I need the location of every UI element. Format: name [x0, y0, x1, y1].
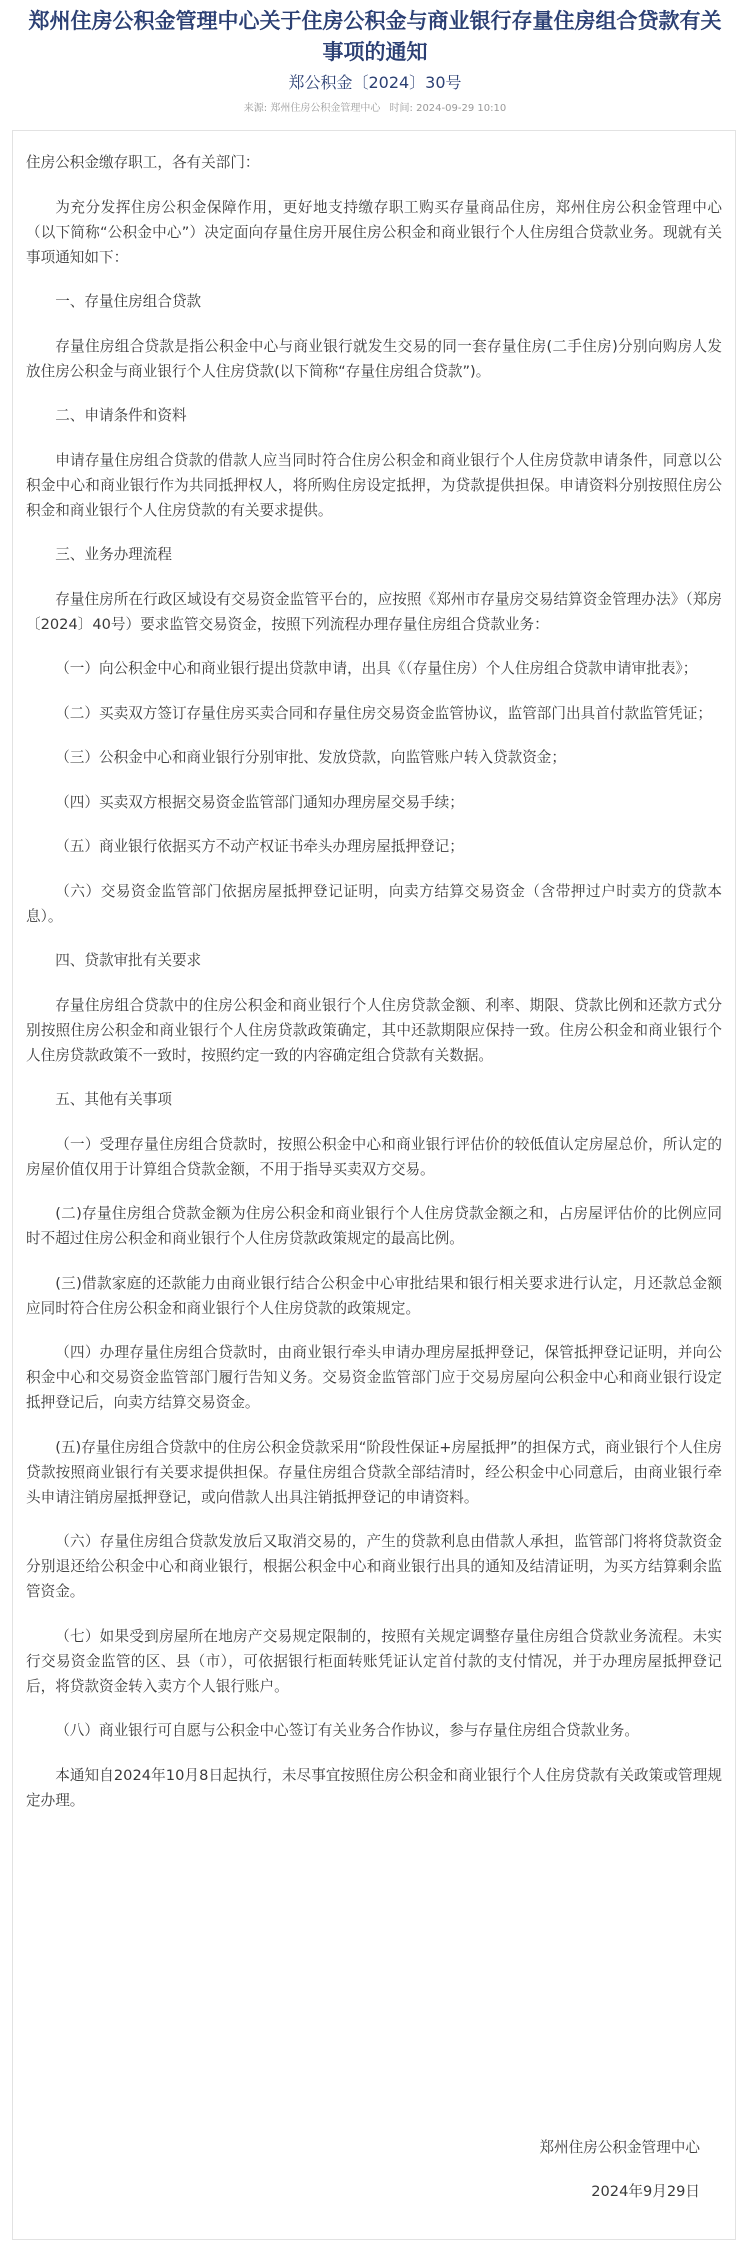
source-label: 来源: 郑州住房公积金管理中心: [243, 103, 381, 114]
page-title: 郑州住房公积金管理中心关于住房公积金与商业银行存量住房组合贷款有关事项的通知: [28, 9, 722, 64]
section-heading-3: 三、业务办理流程: [55, 546, 172, 563]
paragraph: 申请存量住房组合贷款的借款人应当同时符合住房公积金和商业银行个人住房贷款申请条件，同意以公积金中心和商业银行作为共同抵押权人，将所购住房设定抵押，为贷款提供担保。申请资料分别按照住房公积金和商业银行个人住房贷款的有关要求提供。: [26, 451, 722, 519]
article-header: [0, 0, 750, 128]
list-item: （四）买卖双方根据交易资金监管部门通知办理房屋交易手续；: [55, 793, 464, 811]
list-item: （四）办理存量住房组合贷款时，由商业银行牵头申请办理房屋抵押登记，保管抵押登记证明，并向公积金中心和交易资金监管部门履行告知义务。交易资金监管部门应于交易房屋向公积金中心和商业银行设定抵押登记后，向卖方结算交易资金。: [26, 1344, 722, 1411]
article-body: [26, 150, 722, 1832]
section-heading-2: 二、申请条件和资料: [55, 407, 187, 424]
list-item: （六）存量住房组合贷款发放后又取消交易的，产生的贷款利息由借款人承担，监管部门将将贷款资金分别退还给公积金中心和商业银行，根据公积金中心和商业银行出具的通知及结清证明，为买方结算剩余监管资金。: [26, 1533, 722, 1600]
section-heading-1: 一、存量住房组合贷款: [55, 293, 202, 310]
list-item: （七）如果受到房屋所在地房产交易规定限制的，按照有关规定调整存量住房组合贷款业务流程。未实行交易资金监管的区、县（市），可依据银行柜面转账凭证认定首付款的支付情况，并于办理房屋抵押登记后，将贷款资金转入卖方个人银行账户。: [26, 1627, 722, 1695]
document-number: 郑公积金〔2024〕30号: [288, 73, 462, 92]
salutation: 住房公积金缴存职工，各有关部门：: [26, 154, 260, 171]
paragraph: 存量住房组合贷款是指公积金中心与商业银行就发生交易的同一套存量住房(二手住房)分别向购房人发放住房公积金与商业银行个人住房贷款(以下简称“存量住房组合贷款”)。: [26, 337, 722, 380]
list-item: （八）商业银行可自愿与公积金中心签订有关业务合作协议，参与存量住房组合贷款业务。: [55, 1722, 639, 1739]
publish-time: 时间: 2024-09-29 10:10: [389, 103, 507, 114]
list-item: (二)存量住房组合贷款金额为住房公积金和商业银行个人住房贷款金额之和，占房屋评估价的比例应同时不超过住房公积金和商业银行个人住房贷款政策规定的最高比例。: [26, 1205, 722, 1247]
list-item: (三)借款家庭的还款能力由商业银行结合公积金中心审批结果和银行相关要求进行认定，月还款总金额应同时符合住房公积金和商业银行个人住房贷款的政策规定。: [26, 1274, 722, 1317]
article-meta: [0, 102, 750, 116]
intro-paragraph: 为充分发挥住房公积金保障作用，更好地支持缴存职工购买存量商品住房，郑州住房公积金管理中心（以下简称“公积金中心”）决定面向存量住房开展住房公积金和商业银行个人住房组合贷款业务。现就有关事项通知如下：: [26, 198, 722, 266]
list-item: （三）公积金中心和商业银行分别审批、发放贷款，向监管账户转入贷款资金；: [55, 749, 566, 766]
list-item: （五）商业银行依据买方不动产权证书牵头办理房屋抵押登记；: [55, 838, 464, 855]
list-item: （一）向公积金中心和商业银行提出贷款申请，出具《（存量住房）个人住房组合贷款申请审批表》；: [55, 660, 698, 677]
list-item: （二）买卖双方签订存量住房买卖合同和存量住房交易资金监管协议，监管部门出具首付款监管凭证；: [55, 704, 712, 722]
signature-date: 2024年9月29日: [591, 2183, 700, 2200]
section-heading-4: 四、贷款审批有关要求: [55, 952, 202, 969]
paragraph: 存量住房组合贷款中的住房公积金和商业银行个人住房贷款金额、利率、期限、贷款比例和还款方式分别按照住房公积金和商业银行个人住房贷款政策确定，其中还款期限应保持一致。住房公积金和商业银行个人住房贷款政策不一致时，按照约定一致的内容确定组合贷款有关数据。: [26, 996, 722, 1064]
list-item: (五)存量住房组合贷款中的住房公积金贷款采用“阶段性保证+房屋抵押”的担保方式，商业银行个人住房贷款按照商业银行有关要求提供担保。存量住房组合贷款全部结清时，经公积金中心同意后，由商业银行牵头申请注销房屋抵押登记，或向借款人出具注销抵押登记的申请资料。: [26, 1438, 722, 1506]
closing-paragraph: 本通知自2024年10月8日起执行，未尽事宜按照住房公积金和商业银行个人住房贷款有关政策或管理规定办理。: [26, 1766, 722, 1809]
paragraph: 存量住房所在行政区域设有交易资金监管平台的，应按照《郑州市存量房交易结算资金管理办法》（郑房〔2024〕40号）要求监管交易资金，按照下列流程办理存量住房组合贷款业务：: [26, 590, 722, 633]
list-item: （一）受理存量住房组合贷款时，按照公积金中心和商业银行评估价的较低值认定房屋总价，所认定的房屋价值仅用于计算组合贷款金额，不用于指导买卖双方交易。: [26, 1135, 722, 1178]
list-item: （六）交易资金监管部门依据房屋抵押登记证明，向卖方结算交易资金（含带押过户时卖方的贷款本息）。: [26, 882, 722, 925]
section-heading-5: 五、其他有关事项: [55, 1091, 172, 1108]
signature-organization: 郑州住房公积金管理中心: [539, 2139, 700, 2156]
